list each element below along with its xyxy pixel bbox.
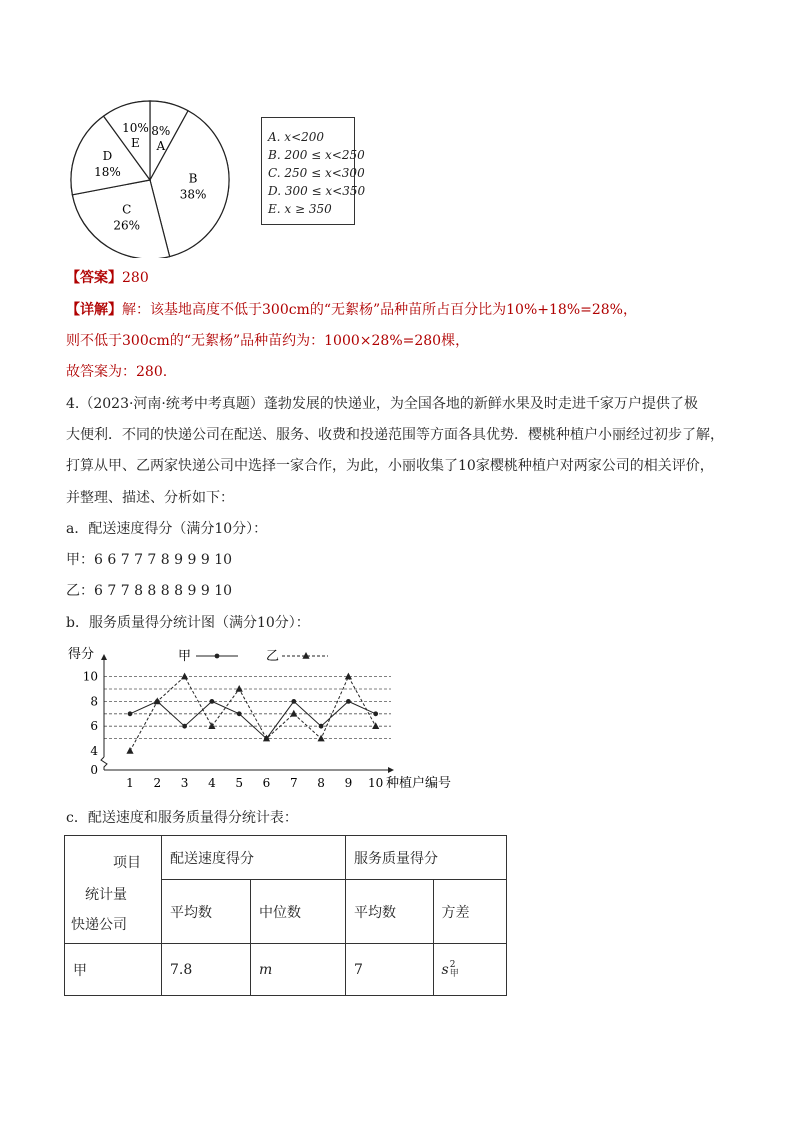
series-point-yi [208,722,215,729]
row-jia-speed-avg: 7.8 [162,944,251,996]
header-quality-group: 服务质量得分 [346,836,507,880]
table-corner-cell [65,836,162,944]
legend-label-yi: 乙 [266,649,280,664]
series-point-yi [236,685,243,692]
stats-table [64,835,507,996]
legend-item-c: C. 250 ≤ x<300 [268,166,365,180]
series-line-jia [130,701,376,738]
series-point-jia [237,711,242,716]
y-axis-break [101,757,107,770]
row-jia-quality-var [433,944,506,996]
x-axis-title: 种植户编号 [386,776,452,791]
x-tick-label: 1 [126,776,134,790]
pie-label-letter-d: D [102,149,113,164]
col-speed-median: 中位数 [251,880,346,944]
series-point-jia [291,699,296,704]
series-point-yi [126,747,133,754]
detail-line-1 [66,300,637,320]
answer-line [66,268,149,288]
series-point-yi [372,722,379,729]
detail-line-3: 故答案为：280. [66,364,168,380]
y-axis-arrow [101,654,107,660]
series-point-jia [319,724,324,729]
y-tick-label: 6 [90,719,98,734]
series-point-jia [210,699,215,704]
pie-label-letter-a: A [156,138,166,153]
chart-text [68,647,451,791]
x-tick-label: 10 [368,776,384,790]
pie-label-letter-c: C [122,202,132,217]
section-b-label: b．服务质量得分统计图（满分10分）： [66,615,310,631]
x-tick-label: 8 [317,776,325,790]
y-tick-label: 8 [90,694,98,709]
header-tongjiliang: 统计量 [85,886,127,903]
answer-value: 280 [122,270,149,286]
row-jia-speed-median: m [251,944,346,996]
pie-label-pct-a: 8% [151,123,171,138]
col-quality-var: 方差 [433,880,506,944]
x-tick-label: 3 [180,776,189,790]
header-kuaidi: 快递公司 [71,916,127,933]
legend-item-e: E. x ≥ 350 [268,202,332,216]
x-tick-label: 4 [208,776,216,790]
col-speed-avg: 平均数 [162,880,251,944]
service-quality-line-chart [66,640,486,800]
row-jia-quality-avg: 7 [346,944,434,996]
x-tick-label: 9 [344,776,353,790]
series-point-yi [345,673,352,680]
yi-speed-scores: 乙：6 7 7 8 8 8 8 9 9 10 [66,583,233,599]
chart-grid [104,677,391,739]
legend-item-a: A. x<200 [268,130,325,144]
var-superscript: 2 [449,959,456,970]
pie-legend [261,117,366,225]
series-point-jia [373,711,378,716]
series-point-yi [318,735,325,742]
pie-slices [71,101,229,258]
series-point-jia [182,724,187,729]
legend-item-b: B. 200 ≤ x<250 [268,148,365,162]
row-jia-name: 甲 [65,944,162,996]
jia-speed-scores: 甲：6 6 7 7 7 8 9 9 9 10 [66,552,233,568]
detail-label: 【详解】 [66,302,122,318]
question-line-2: 大便利．不同的快递公司在配送、服务、收费和投递范围等方面各具优势．樱桃种植户小丽经过初步了解， [66,427,724,443]
legend-label-jia: 甲 [178,649,192,664]
pie-label-pct-d: 18% [94,165,121,180]
series-point-jia [128,711,133,716]
chart-series [126,673,379,754]
x-axis-arrow [388,767,394,773]
var-subscript: 甲 [449,968,459,979]
answer-label: 【答案】 [66,270,122,286]
x-tick-label: 2 [153,776,162,790]
header-speed-group: 配送速度得分 [162,836,346,880]
series-point-yi [154,697,161,704]
pie-label-letter-e: E [131,135,140,150]
section-a-label: a．配送速度得分（满分10分）： [66,521,268,537]
y-tick-label: 0 [90,763,98,777]
question-line-1: 4.（2023·河南·统考中考真题）蓬勃发展的快递业，为全国各地的新鲜水果及时走进千家万户提供了极 [66,396,698,412]
y-axis-title: 得分 [68,647,95,662]
x-tick-label: 5 [235,776,244,790]
header-xiangmu: 项目 [113,854,141,871]
question-line-4: 并整理、描述、分析如下： [66,490,234,506]
detail-line-2: 则不低于300cm的“无絮杨”品种苗约为：1000×28%=280棵， [66,333,470,349]
y-tick-label: 4 [90,744,98,758]
question-line-3: 打算从甲、乙两家快递公司中选择一家合作，为此，小丽收集了10家樱桃种植户对两家公司的相关评价， [66,458,714,474]
pie-label-letter-b: B [188,171,198,186]
pie-label-pct-e: 10% [122,120,149,135]
y-tick-label: 10 [82,669,98,684]
section-c-label: c．配送速度和服务质量得分统计表： [66,810,298,826]
legend-marker-jia [215,654,220,659]
var-symbol: s [441,961,449,978]
pie-chart [66,98,236,258]
detail-text-1: 解：该基地高度不低于300cm的“无絮杨”品种苗所占百分比为10%+18%=28%， [122,302,637,318]
series-point-yi [181,673,188,680]
x-tick-label: 7 [289,776,298,790]
legend-item-d: D. 300 ≤ x<350 [268,184,366,198]
series-point-jia [346,699,351,704]
legend-marker-yi [302,652,309,659]
x-tick-label: 6 [262,776,271,790]
col-quality-avg: 平均数 [346,880,434,944]
pie-label-pct-c: 26% [113,218,141,233]
series-point-yi [290,710,297,717]
pie-label-pct-b: 38% [179,187,207,202]
